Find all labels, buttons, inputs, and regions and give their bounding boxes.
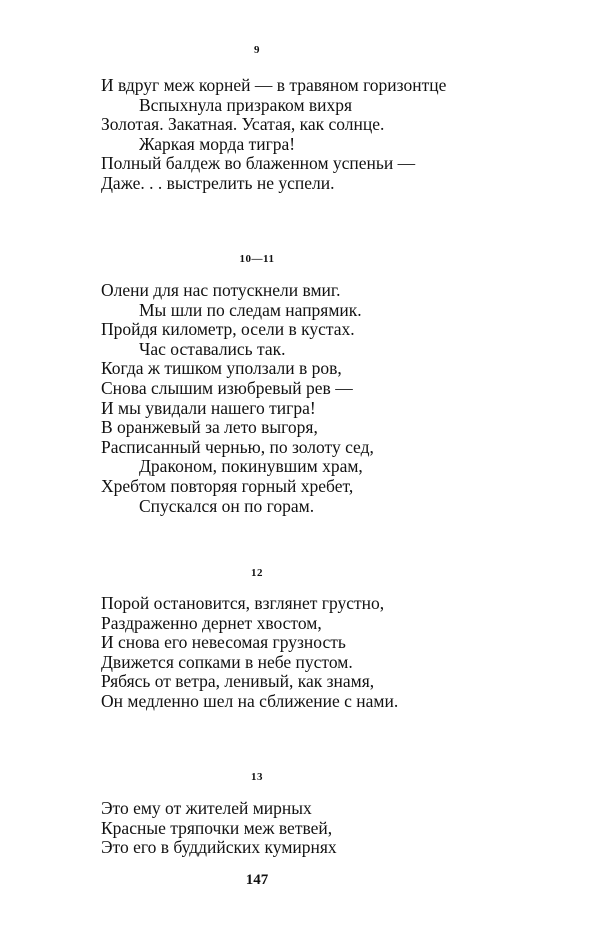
verse-line: Полный балдеж во блаженном успеньи — (101, 153, 416, 174)
verse-line: Когда ж тишком уползали в ров, (101, 358, 342, 379)
verse-line: Это его в буддийских кумирнях (101, 837, 337, 858)
verse-line: Раздраженно дернет хвостом, (101, 612, 322, 633)
section-number-10-11: 10—11 (239, 253, 275, 265)
verse-line: Драконом, покинувшим храм, (139, 456, 363, 477)
verse-line: Он медленно шел на сближение с нами. (101, 690, 399, 711)
verse-line: Золотая. Закатная. Усатая, как солнце. (101, 114, 385, 135)
verse-line: Пройдя километр, осели в кустах. (101, 319, 355, 340)
stanza-9 (101, 76, 446, 194)
stanza-12 (101, 594, 398, 712)
verse-line: Порой остановится, взглянет грустно, (101, 593, 385, 613)
verse-line: Час оставались так. (139, 338, 286, 359)
section-number-9: 9 (254, 44, 260, 56)
verse-line: Олени для нас потускнели вмиг. (101, 280, 341, 300)
page-number: 147 (245, 872, 269, 888)
section-number-13: 13 (251, 771, 263, 783)
verse-line: Жаркая морда тигра! (139, 133, 296, 154)
verse-line: И снова его невесомая грузность (101, 632, 346, 653)
verse-line: Расписанный чернью, по золоту сед, (101, 436, 374, 457)
verse-line: Спускался он по горам. (139, 495, 315, 516)
section-number-12: 12 (251, 567, 263, 579)
verse-line: Мы шли по следам напрямик. (139, 299, 362, 320)
stanza-13 (101, 799, 337, 858)
verse-line: Рябясь от ветра, ленивый, как знамя, (101, 671, 375, 692)
verse-line: И вдруг меж корней — в травяном горизонтце (101, 75, 447, 95)
verse-line: Даже. . . выстрелить не успели. (101, 172, 335, 193)
verse-line: Снова слышим изюбревый рев — (101, 377, 353, 398)
verse-line: Хребтом повторяя горный хребет, (101, 475, 354, 496)
verse-line: И мы увидали нашего тигра! (101, 397, 316, 418)
verse-line: Красные тряпочки меж ветвей, (101, 817, 333, 838)
stanza-10-11 (101, 281, 374, 516)
verse-line: Это ему от жителей мирных (101, 798, 312, 818)
verse-line: В оранжевый за лето выгоря, (101, 417, 318, 438)
verse-line: Вспыхнула призраком вихря (139, 94, 353, 115)
verse-line: Движется сопками в небе пустом. (101, 651, 353, 672)
